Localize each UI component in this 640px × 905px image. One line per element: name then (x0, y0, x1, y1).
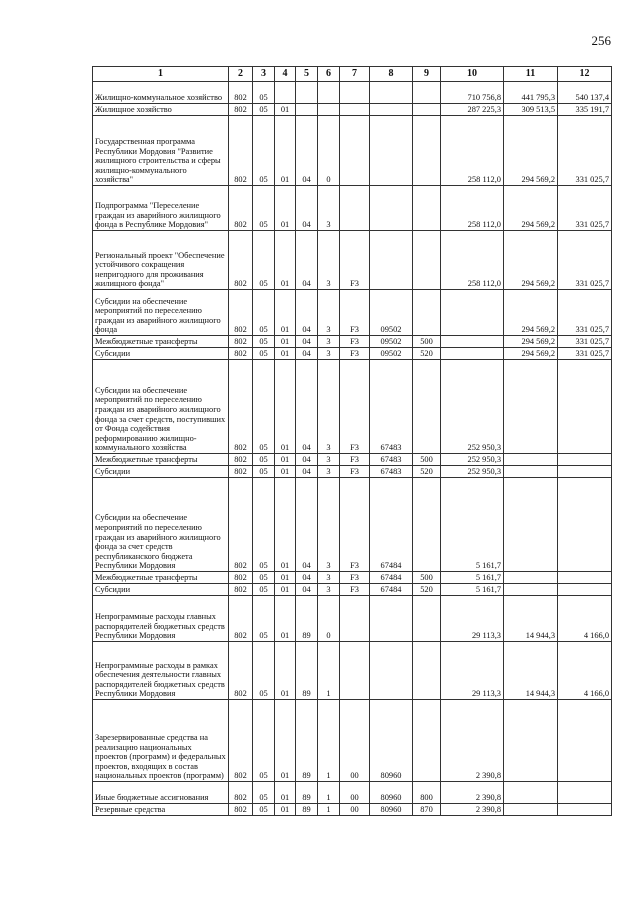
code-cell: 05 (253, 572, 275, 584)
code-cell (340, 596, 370, 642)
code-cell: 802 (229, 596, 253, 642)
code-cell: 04 (296, 360, 318, 454)
amount-cell: 294 569,2 (504, 186, 558, 231)
code-cell (370, 116, 413, 186)
code-cell: 1 (318, 700, 340, 782)
row-label: Субсидии (93, 584, 229, 596)
code-cell: 802 (229, 584, 253, 596)
amount-cell: 294 569,2 (504, 348, 558, 360)
code-cell (340, 186, 370, 231)
code-cell: 1 (318, 782, 340, 804)
amount-cell (441, 348, 504, 360)
code-cell (413, 596, 441, 642)
code-cell: 05 (253, 186, 275, 231)
column-header: 1 (93, 67, 229, 82)
amount-cell (558, 572, 612, 584)
header-row (93, 67, 612, 82)
table-row (93, 478, 612, 572)
code-cell: 05 (253, 642, 275, 700)
code-cell: 802 (229, 804, 253, 816)
code-cell: 500 (413, 454, 441, 466)
code-cell (413, 700, 441, 782)
amount-cell: 5 161,7 (441, 584, 504, 596)
code-cell: 05 (253, 700, 275, 782)
amount-cell (504, 782, 558, 804)
code-cell: 05 (253, 290, 275, 336)
code-cell: 04 (296, 466, 318, 478)
amount-cell: 331 025,7 (558, 186, 612, 231)
code-cell: 01 (275, 700, 296, 782)
code-cell: F3 (340, 454, 370, 466)
row-label: Непрограммные расходы в рамках обеспечения деятельности главных распорядителей бюджетных средств Республики Мордовия (93, 642, 229, 700)
column-header: 2 (229, 67, 253, 82)
row-label: Резервные средства (93, 804, 229, 816)
code-cell: 3 (318, 336, 340, 348)
amount-cell (441, 290, 504, 336)
code-cell (370, 104, 413, 116)
code-cell (340, 116, 370, 186)
code-cell: 89 (296, 700, 318, 782)
code-cell: F3 (340, 478, 370, 572)
amount-cell (504, 478, 558, 572)
amount-cell: 14 944,3 (504, 642, 558, 700)
code-cell (413, 231, 441, 290)
code-cell (413, 116, 441, 186)
code-cell: 05 (253, 782, 275, 804)
amount-cell: 258 112,0 (441, 186, 504, 231)
amount-cell: 2 390,8 (441, 700, 504, 782)
code-cell: F3 (340, 572, 370, 584)
code-cell: F3 (340, 584, 370, 596)
code-cell: 01 (275, 782, 296, 804)
code-cell: 04 (296, 336, 318, 348)
code-cell: 67483 (370, 360, 413, 454)
code-cell: 520 (413, 348, 441, 360)
amount-cell (504, 584, 558, 596)
table-row (93, 231, 612, 290)
code-cell: 00 (340, 700, 370, 782)
code-cell: 3 (318, 186, 340, 231)
amount-cell (504, 466, 558, 478)
code-cell (413, 104, 441, 116)
code-cell: 05 (253, 231, 275, 290)
code-cell: 3 (318, 231, 340, 290)
code-cell: 802 (229, 82, 253, 104)
amount-cell: 335 191,7 (558, 104, 612, 116)
code-cell: 80960 (370, 700, 413, 782)
row-label: Региональный проект "Обеспечение устойчивого сокращения непригодного для проживания жилищного фонда" (93, 231, 229, 290)
amount-cell: 2 390,8 (441, 782, 504, 804)
code-cell: 04 (296, 478, 318, 572)
code-cell: 05 (253, 584, 275, 596)
code-cell: 04 (296, 572, 318, 584)
code-cell: 09502 (370, 336, 413, 348)
column-header: 3 (253, 67, 275, 82)
code-cell: 01 (275, 478, 296, 572)
table-row (93, 572, 612, 584)
code-cell: 01 (275, 642, 296, 700)
code-cell: 01 (275, 231, 296, 290)
table-row (93, 116, 612, 186)
code-cell: 05 (253, 336, 275, 348)
code-cell: 870 (413, 804, 441, 816)
code-cell: 802 (229, 104, 253, 116)
code-cell: 3 (318, 466, 340, 478)
amount-cell: 294 569,2 (504, 116, 558, 186)
code-cell: 800 (413, 782, 441, 804)
table-body (93, 82, 612, 816)
amount-cell: 5 161,7 (441, 478, 504, 572)
amount-cell (558, 700, 612, 782)
code-cell: 80960 (370, 804, 413, 816)
code-cell: 04 (296, 116, 318, 186)
code-cell: 01 (275, 348, 296, 360)
amount-cell: 287 225,3 (441, 104, 504, 116)
code-cell: F3 (340, 360, 370, 454)
table-row (93, 700, 612, 782)
code-cell (370, 596, 413, 642)
code-cell: 04 (296, 454, 318, 466)
code-cell: F3 (340, 231, 370, 290)
amount-cell (504, 804, 558, 816)
code-cell: 01 (275, 104, 296, 116)
amount-cell (558, 782, 612, 804)
code-cell: 05 (253, 596, 275, 642)
code-cell: 05 (253, 104, 275, 116)
amount-cell: 14 944,3 (504, 596, 558, 642)
code-cell: 67484 (370, 584, 413, 596)
amount-cell: 294 569,2 (504, 290, 558, 336)
code-cell (296, 104, 318, 116)
row-label: Жилищно-коммунальное хозяйство (93, 82, 229, 104)
amount-cell: 309 513,5 (504, 104, 558, 116)
amount-cell (504, 572, 558, 584)
table-row (93, 290, 612, 336)
column-header: 11 (504, 67, 558, 82)
code-cell (413, 360, 441, 454)
table-row (93, 360, 612, 454)
table-row (93, 348, 612, 360)
column-header: 10 (441, 67, 504, 82)
column-header: 5 (296, 67, 318, 82)
code-cell: 802 (229, 782, 253, 804)
amount-cell: 441 795,3 (504, 82, 558, 104)
amount-cell (504, 454, 558, 466)
amount-cell (504, 700, 558, 782)
row-label: Межбюджетные трансферты (93, 336, 229, 348)
column-header: 6 (318, 67, 340, 82)
column-header: 12 (558, 67, 612, 82)
amount-cell (558, 478, 612, 572)
amount-cell: 331 025,7 (558, 336, 612, 348)
amount-cell: 4 166,0 (558, 642, 612, 700)
code-cell: 802 (229, 454, 253, 466)
table-row (93, 454, 612, 466)
code-cell: 67484 (370, 572, 413, 584)
amount-cell (441, 336, 504, 348)
amount-cell (558, 454, 612, 466)
code-cell: 802 (229, 700, 253, 782)
code-cell: 802 (229, 466, 253, 478)
code-cell: 01 (275, 290, 296, 336)
budget-table (92, 66, 612, 816)
code-cell: 0 (318, 116, 340, 186)
table-row (93, 466, 612, 478)
code-cell: F3 (340, 336, 370, 348)
code-cell: 01 (275, 360, 296, 454)
code-cell: 802 (229, 186, 253, 231)
table-row (93, 82, 612, 104)
table-row (93, 596, 612, 642)
table-row (93, 186, 612, 231)
code-cell: 05 (253, 804, 275, 816)
amount-cell: 258 112,0 (441, 231, 504, 290)
code-cell: 500 (413, 336, 441, 348)
code-cell: 01 (275, 596, 296, 642)
code-cell: 3 (318, 572, 340, 584)
code-cell: 04 (296, 231, 318, 290)
code-cell: 01 (275, 116, 296, 186)
amount-cell: 5 161,7 (441, 572, 504, 584)
amount-cell: 4 166,0 (558, 596, 612, 642)
code-cell: 500 (413, 572, 441, 584)
amount-cell (558, 584, 612, 596)
code-cell: 05 (253, 478, 275, 572)
code-cell: 3 (318, 290, 340, 336)
code-cell: 3 (318, 584, 340, 596)
amount-cell: 331 025,7 (558, 348, 612, 360)
amount-cell: 294 569,2 (504, 336, 558, 348)
code-cell: 0 (318, 596, 340, 642)
table-row (93, 804, 612, 816)
code-cell (413, 82, 441, 104)
amount-cell: 294 569,2 (504, 231, 558, 290)
code-cell (340, 82, 370, 104)
code-cell: 67484 (370, 478, 413, 572)
amount-cell: 331 025,7 (558, 231, 612, 290)
code-cell (370, 186, 413, 231)
code-cell: 802 (229, 642, 253, 700)
row-label: Государственная программа Республики Мордовия "Развитие жилищного строительства и сферы жилищно-коммунального хозяйства" (93, 116, 229, 186)
code-cell: 00 (340, 782, 370, 804)
amount-cell: 540 137,4 (558, 82, 612, 104)
table-row (93, 104, 612, 116)
code-cell: 89 (296, 804, 318, 816)
amount-cell: 252 950,3 (441, 360, 504, 454)
code-cell (340, 642, 370, 700)
column-header: 7 (340, 67, 370, 82)
row-label: Субсидии (93, 348, 229, 360)
code-cell: F3 (340, 348, 370, 360)
code-cell: 3 (318, 478, 340, 572)
amount-cell: 29 113,3 (441, 596, 504, 642)
code-cell: 05 (253, 82, 275, 104)
code-cell (275, 82, 296, 104)
code-cell: 01 (275, 466, 296, 478)
code-cell: 09502 (370, 348, 413, 360)
row-label: Непрограммные расходы главных распорядителей бюджетных средств Республики Мордовия (93, 596, 229, 642)
code-cell (413, 478, 441, 572)
amount-cell: 710 756,8 (441, 82, 504, 104)
column-header: 9 (413, 67, 441, 82)
code-cell: 05 (253, 348, 275, 360)
row-label: Субсидии на обеспечение мероприятий по переселению граждан из аварийного жилищного фонда (93, 290, 229, 336)
code-cell: 802 (229, 336, 253, 348)
row-label: Межбюджетные трансферты (93, 454, 229, 466)
code-cell (413, 290, 441, 336)
code-cell: 802 (229, 348, 253, 360)
row-label: Субсидии на обеспечение мероприятий по переселению граждан из аварийного жилищного фонда за счет средств республиканского бюджета Республики Мордовия (93, 478, 229, 572)
table-row (93, 782, 612, 804)
code-cell: 01 (275, 804, 296, 816)
column-header: 8 (370, 67, 413, 82)
amount-cell: 252 950,3 (441, 454, 504, 466)
code-cell: 802 (229, 360, 253, 454)
code-cell: 3 (318, 454, 340, 466)
row-label: Жилищное хозяйство (93, 104, 229, 116)
code-cell: 04 (296, 186, 318, 231)
code-cell: 1 (318, 804, 340, 816)
code-cell (340, 104, 370, 116)
code-cell: 04 (296, 584, 318, 596)
amount-cell (558, 360, 612, 454)
code-cell (318, 104, 340, 116)
row-label: Субсидии (93, 466, 229, 478)
code-cell: F3 (340, 466, 370, 478)
code-cell (413, 186, 441, 231)
code-cell: 520 (413, 584, 441, 596)
code-cell: 05 (253, 466, 275, 478)
code-cell: 802 (229, 231, 253, 290)
code-cell: 05 (253, 360, 275, 454)
code-cell (370, 642, 413, 700)
code-cell: 67483 (370, 466, 413, 478)
amount-cell: 252 950,3 (441, 466, 504, 478)
code-cell: 3 (318, 348, 340, 360)
code-cell: 05 (253, 454, 275, 466)
code-cell: 3 (318, 360, 340, 454)
code-cell: 802 (229, 478, 253, 572)
code-cell: 00 (340, 804, 370, 816)
table-row (93, 642, 612, 700)
amount-cell: 2 390,8 (441, 804, 504, 816)
amount-cell: 331 025,7 (558, 290, 612, 336)
code-cell: 01 (275, 584, 296, 596)
code-cell: 01 (275, 454, 296, 466)
code-cell: 89 (296, 642, 318, 700)
code-cell: 67483 (370, 454, 413, 466)
code-cell (370, 231, 413, 290)
code-cell: 04 (296, 348, 318, 360)
code-cell: 520 (413, 466, 441, 478)
code-cell (370, 82, 413, 104)
row-label: Подпрограмма "Переселение граждан из аварийного жилищного фонда в Республике Мордовия" (93, 186, 229, 231)
column-header: 4 (275, 67, 296, 82)
code-cell: 802 (229, 290, 253, 336)
code-cell: 802 (229, 572, 253, 584)
row-label: Субсидии на обеспечение мероприятий по переселению граждан из аварийного жилищного фонда за счет средств, поступивших от Фонда содействия реформированию жилищно-коммунального хозяйства (93, 360, 229, 454)
amount-cell: 29 113,3 (441, 642, 504, 700)
code-cell: 80960 (370, 782, 413, 804)
row-label: Зарезервированные средства на реализацию национальных проектов (программ) и федеральных проектов, входящих в состав национальных проектов (программ) (93, 700, 229, 782)
row-label: Межбюджетные трансферты (93, 572, 229, 584)
code-cell: 89 (296, 782, 318, 804)
code-cell (296, 82, 318, 104)
code-cell: 09502 (370, 290, 413, 336)
page-number: 256 (591, 33, 611, 48)
code-cell: 01 (275, 572, 296, 584)
amount-cell: 331 025,7 (558, 116, 612, 186)
amount-cell: 258 112,0 (441, 116, 504, 186)
amount-cell (558, 466, 612, 478)
code-cell: 01 (275, 186, 296, 231)
code-cell (318, 82, 340, 104)
row-label: Иные бюджетные ассигнования (93, 782, 229, 804)
table-row (93, 584, 612, 596)
code-cell: 802 (229, 116, 253, 186)
code-cell (413, 642, 441, 700)
code-cell: F3 (340, 290, 370, 336)
code-cell: 1 (318, 642, 340, 700)
amount-cell (504, 360, 558, 454)
code-cell: 04 (296, 290, 318, 336)
code-cell: 89 (296, 596, 318, 642)
code-cell: 05 (253, 116, 275, 186)
table-row (93, 336, 612, 348)
amount-cell (558, 804, 612, 816)
code-cell: 01 (275, 336, 296, 348)
